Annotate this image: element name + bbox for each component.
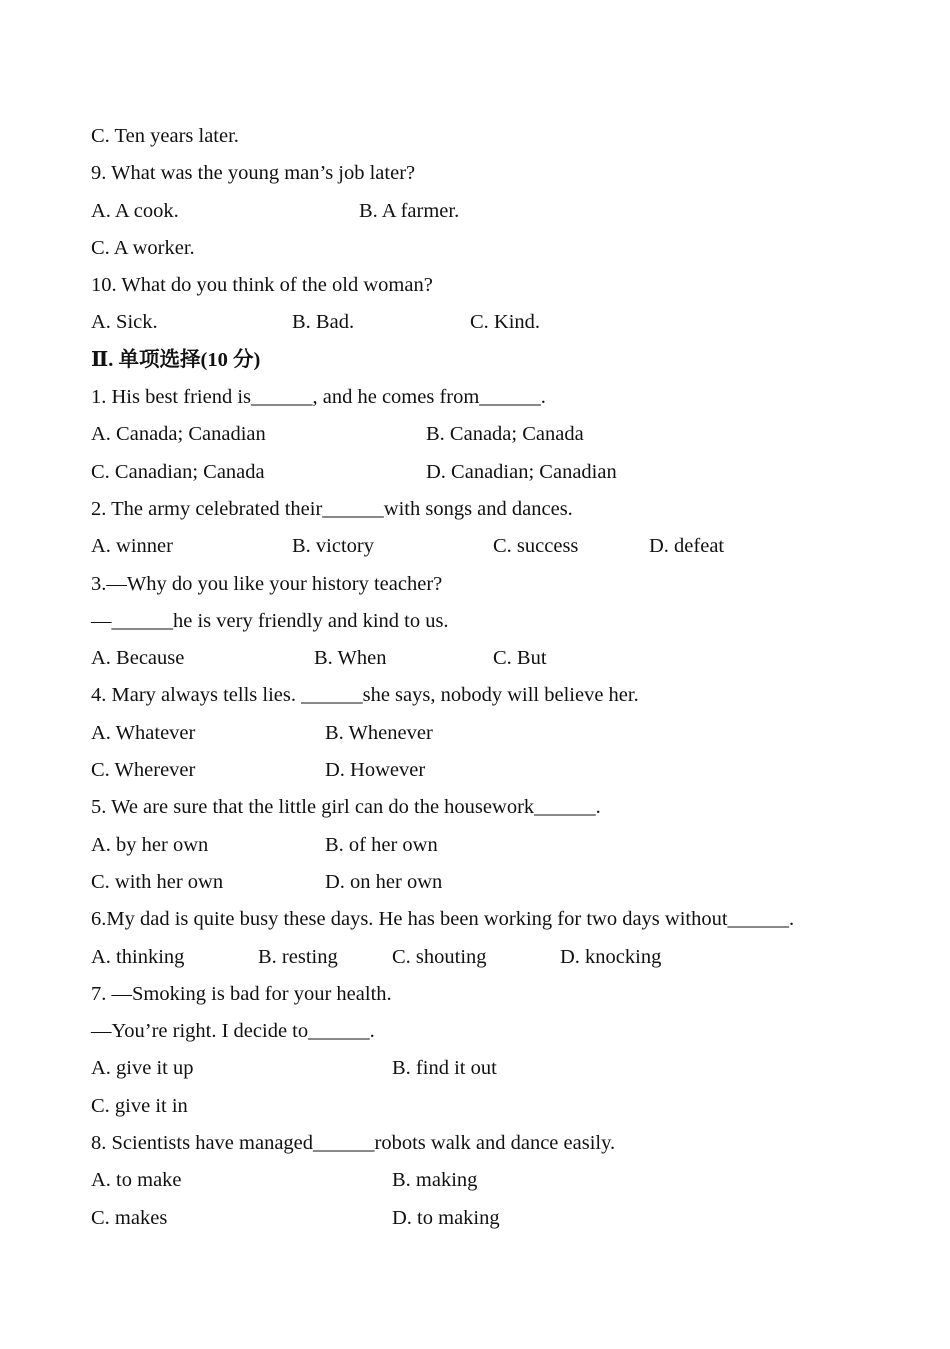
option-a: A. give it up <box>91 1057 194 1080</box>
option-b: B. resting <box>258 945 338 968</box>
question-text: 8. Scientists have managed______robots walk and dance easily. <box>91 1132 616 1155</box>
option-row <box>91 416 891 453</box>
option-row <box>91 193 891 230</box>
option-c: C. success <box>493 535 579 558</box>
question-text: 2. The army celebrated their______with songs and dances. <box>91 497 573 520</box>
section-heading: Ⅱ. 单项选择(10 分) <box>91 348 261 371</box>
option-row <box>91 939 891 976</box>
option-a: A. Canada; Canadian <box>91 423 266 446</box>
option-b: B. of her own <box>325 833 438 856</box>
option-a: A. winner <box>91 535 173 558</box>
option-row <box>91 304 891 341</box>
option-row <box>91 1050 891 1087</box>
option-a: A. by her own <box>91 833 209 856</box>
question-text: 9. What was the young man’s job later? <box>91 162 416 185</box>
option-c: C. Kind. <box>470 311 541 334</box>
question-text: 4. Mary always tells lies. ______she says, nobody will believe her. <box>91 684 639 707</box>
option-b: B. A farmer. <box>359 199 460 222</box>
option-c: C. makes <box>91 1206 168 1229</box>
worksheet-page <box>91 118 891 1237</box>
option-d: D. defeat <box>649 535 725 558</box>
question-text: 5. We are sure that the little girl can do the housework______. <box>91 796 601 819</box>
option-c: C. But <box>493 647 547 670</box>
option-row <box>91 1088 891 1125</box>
option-c: C. A worker. <box>91 236 195 259</box>
question-text: 7. —Smoking is bad for your health. <box>91 982 392 1005</box>
question-text: 6.My dad is quite busy these days. He has been working for two days without______. <box>91 908 795 931</box>
option-row <box>91 454 891 491</box>
option-a: A. Because <box>91 647 185 670</box>
option-row <box>91 640 891 677</box>
option-c: C. Canadian; Canada <box>91 460 265 483</box>
question-text-line2: —You’re right. I decide to______. <box>91 1020 375 1043</box>
option-b: B. When <box>314 647 387 670</box>
q8-option-line <box>91 118 891 155</box>
option-c: C. with her own <box>91 870 224 893</box>
option-row <box>91 827 891 864</box>
option-b: B. Canada; Canada <box>426 423 584 446</box>
option-d: D. to making <box>392 1206 500 1229</box>
option-row <box>91 864 891 901</box>
option-row <box>91 528 891 565</box>
option-row <box>91 715 891 752</box>
option-d: D. However <box>325 759 426 782</box>
question-text-line2: —______he is very friendly and kind to us. <box>91 609 449 632</box>
option-a: A. thinking <box>91 945 185 968</box>
option-b: B. find it out <box>392 1057 497 1080</box>
option-c: C. Ten years later. <box>91 125 239 147</box>
option-d: D. knocking <box>560 945 662 968</box>
option-b: B. Bad. <box>292 311 355 334</box>
option-b: B. Whenever <box>325 721 433 744</box>
option-row <box>91 1162 891 1199</box>
option-d: D. on her own <box>325 870 443 893</box>
option-row <box>91 752 891 789</box>
question-text: 3.—Why do you like your history teacher? <box>91 572 443 595</box>
option-row <box>91 1200 891 1237</box>
option-c: C. shouting <box>392 945 487 968</box>
option-a: A. Whatever <box>91 721 196 744</box>
option-row <box>91 230 891 267</box>
option-d: D. Canadian; Canadian <box>426 460 617 483</box>
option-a: A. A cook. <box>91 199 179 222</box>
question-text: 10. What do you think of the old woman? <box>91 274 433 297</box>
option-a: A. Sick. <box>91 311 158 334</box>
option-c: C. Wherever <box>91 759 196 782</box>
option-a: A. to make <box>91 1169 182 1192</box>
option-b: B. victory <box>292 535 374 558</box>
question-text: 1. His best friend is______, and he comes from______. <box>91 386 546 409</box>
option-c: C. give it in <box>91 1094 188 1117</box>
option-b: B. making <box>392 1169 478 1192</box>
